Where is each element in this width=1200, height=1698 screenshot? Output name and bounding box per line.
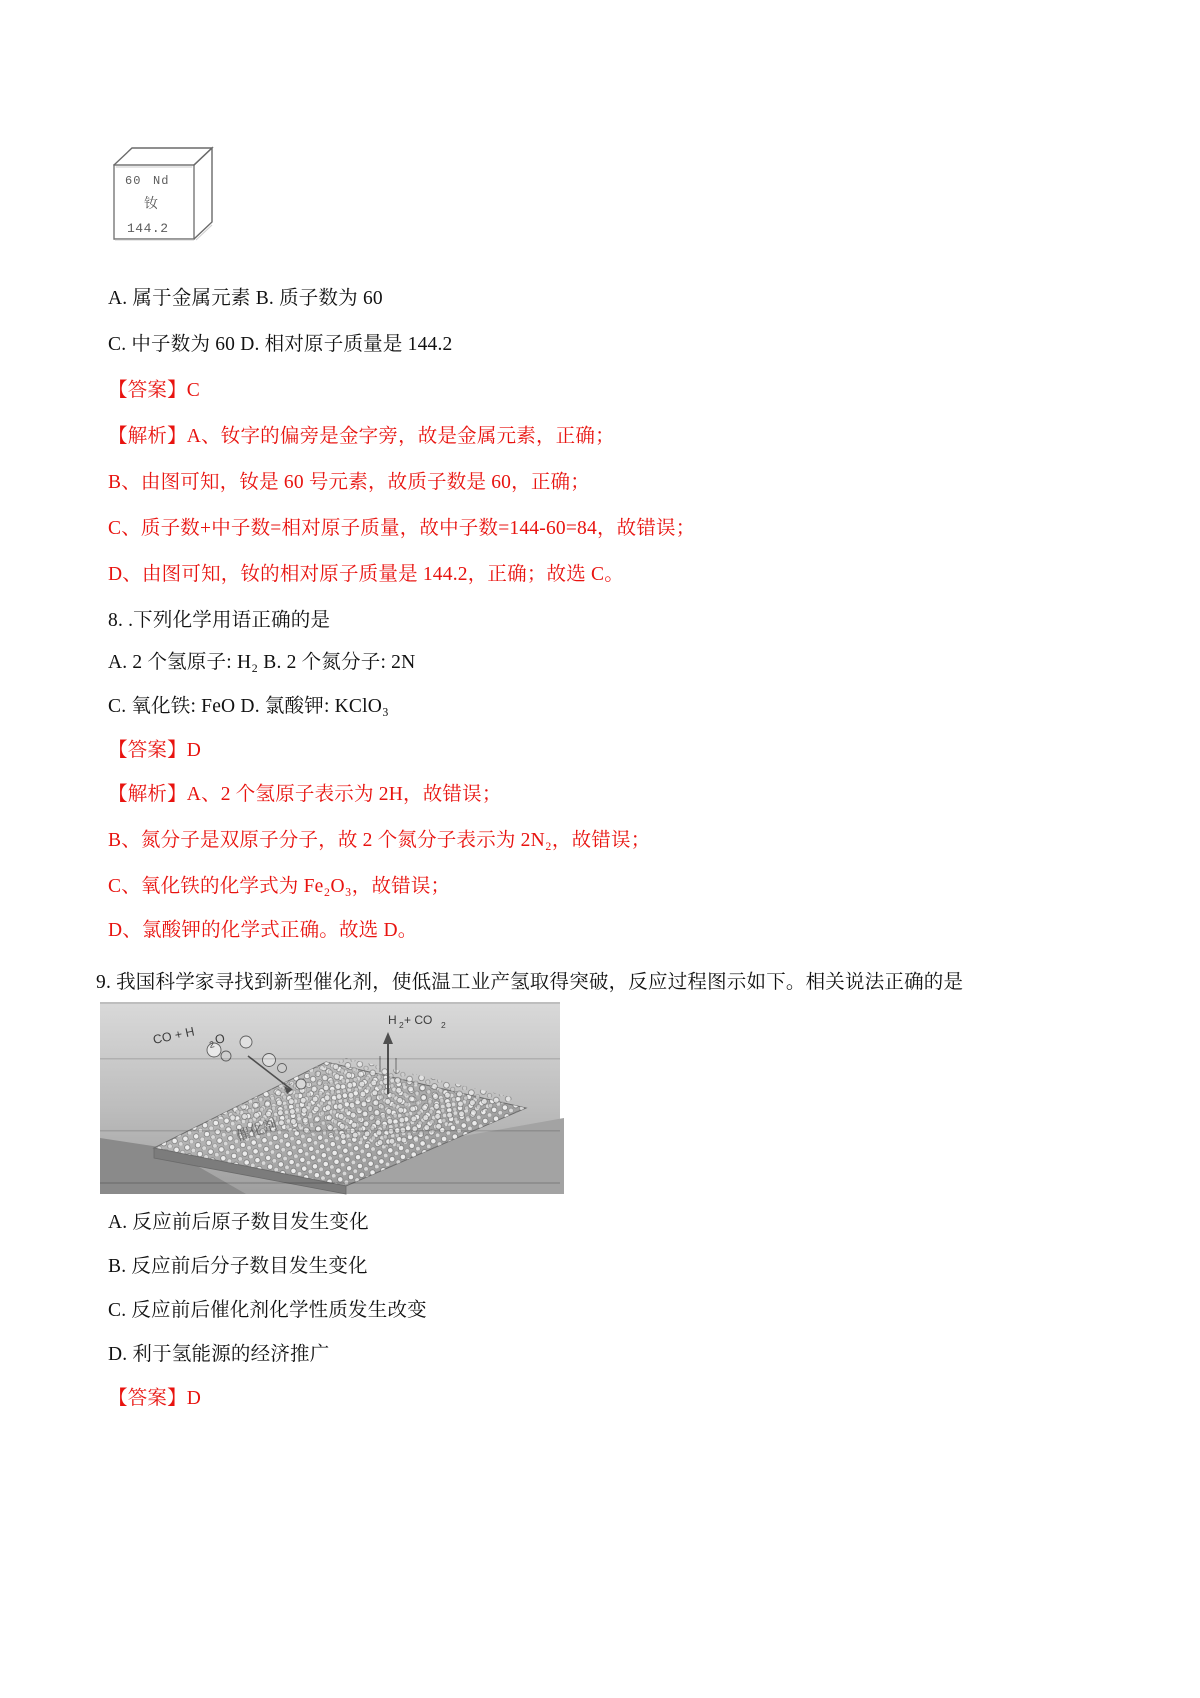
- text-line: B. 反应前后分子数目发生变化: [108, 1256, 368, 1277]
- q7-analysis-d: [108, 552, 1108, 598]
- text-line: 【答案】C: [108, 380, 201, 401]
- q7-analysis-c: [108, 506, 1108, 552]
- q8-stem: [108, 598, 1108, 644]
- q8-analysis-d: [108, 908, 1108, 954]
- text-line: C. 中子数为 60 D. 相对原子质量是 144.2: [108, 334, 453, 355]
- text-line: C. 氧化铁: FeO D. 氯酸钾: KClO₃: [108, 696, 390, 717]
- q8-analysis-a: [108, 772, 1108, 818]
- q7-answer: [108, 368, 1108, 414]
- q7-options-line-1: [108, 276, 1108, 322]
- element-cube-figure: [108, 140, 238, 260]
- q9-answer: [108, 1376, 1108, 1422]
- svg-text:144.2: 144.2: [127, 221, 169, 236]
- text-line: A. 反应前后原子数目发生变化: [108, 1212, 369, 1233]
- catalyst-surface-figure: [96, 998, 564, 1198]
- text-line: 【答案】D: [108, 1388, 202, 1409]
- svg-text:+ CO: + CO: [404, 1013, 433, 1027]
- q9-option-d: [108, 1332, 1108, 1378]
- text-line: 9. 我国科学家寻找到新型催化剂，使低温工业产氢取得突破，反应过程图示如下。相关说法正确的是: [96, 972, 964, 993]
- text-line: C、质子数+中子数=相对原子质量，故中子数=144-60=84，故错误；: [108, 518, 696, 539]
- svg-text:2: 2: [441, 1020, 446, 1030]
- q8-options-line-1: [108, 640, 1108, 686]
- svg-text:2: 2: [208, 1039, 216, 1050]
- svg-text:H: H: [388, 1013, 397, 1027]
- svg-text:Nd: Nd: [153, 174, 170, 188]
- text-line: 【解析】A、2 个氢原子表示为 2H，故错误；: [108, 784, 502, 805]
- svg-text:钕: 钕: [144, 195, 158, 211]
- svg-text:CO + H: CO + H: [151, 1024, 196, 1047]
- q9-option-c: [108, 1288, 1108, 1334]
- text-line: 8. .下列化学用语正确的是: [108, 610, 331, 631]
- text-line: 【答案】D: [108, 740, 202, 761]
- text-line: A. 2 个氢原子: H₂ B. 2 个氮分子: 2N: [108, 652, 416, 673]
- text-line: A. 属于金属元素 B. 质子数为 60: [108, 288, 383, 309]
- q7-options-line-2: [108, 322, 1108, 368]
- svg-text:2: 2: [399, 1020, 404, 1030]
- text-line: C. 反应前后催化剂化学性质发生改变: [108, 1300, 427, 1321]
- text-line: C、氧化铁的化学式为 Fe₂O₃，故错误；: [108, 876, 451, 897]
- svg-text:60: 60: [125, 174, 142, 188]
- q7-analysis-b: [108, 460, 1108, 506]
- q8-answer: [108, 728, 1108, 774]
- q8-analysis-c: [108, 864, 1108, 910]
- svg-text:O: O: [213, 1031, 227, 1047]
- text-line: D、氯酸钾的化学式正确。故选 D。: [108, 920, 418, 941]
- text-line: 【解析】A、钕字的偏旁是金字旁，故是金属元素，正确；: [108, 426, 615, 447]
- q9-option-a: [108, 1200, 1108, 1246]
- q7-analysis-a: [108, 414, 1108, 460]
- svg-text:催化剂: 催化剂: [233, 1115, 279, 1144]
- q9-option-b: [108, 1244, 1108, 1290]
- text-line: D. 利于氢能源的经济推广: [108, 1344, 330, 1365]
- q8-options-line-2: [108, 684, 1108, 730]
- text-line: B、氮分子是双原子分子，故 2 个氮分子表示为 2N₂，故错误；: [108, 830, 651, 851]
- text-line: B、由图可知，钕是 60 号元素，故质子数是 60，正确；: [108, 472, 590, 493]
- text-line: D、由图可知，钕的相对原子质量是 144.2，正确；故选 C。: [108, 564, 624, 585]
- q8-analysis-b: [108, 818, 1108, 864]
